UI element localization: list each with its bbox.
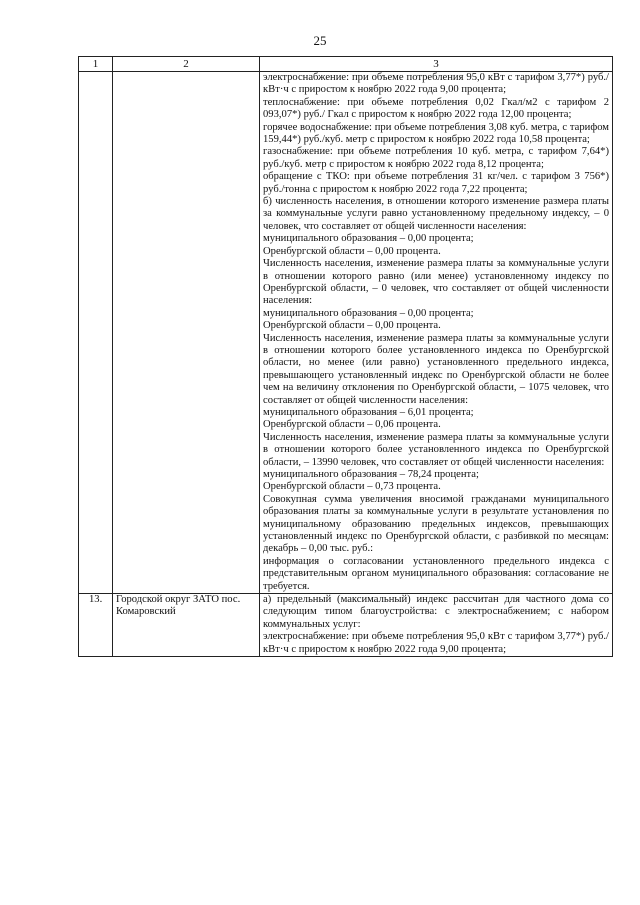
paragraph: Численность населения, изменение размера платы за коммунальные услуги в отношении которого равно (или менее) установленному индексу по Оренбургской области, – 0 человек, что составляет от общей численности населения: (263, 258, 609, 307)
document-table (78, 56, 613, 657)
header-col-1: 1 (79, 57, 113, 72)
paragraph: газоснабжение: при объеме потребления 10 куб. метра, с тарифом 7,64*) руб./куб. метр с приростом к ноябрю 2022 года 8,12 процента; (263, 146, 609, 170)
details-cell (260, 72, 613, 594)
paragraph: Оренбургской области – 0,00 процента. (263, 320, 441, 332)
paragraph: информация о согласовании установленного предельного индекса с представительным органом муниципального образования: согласование не требуется. (263, 555, 609, 592)
page-number: 25 (313, 33, 327, 48)
details-cell (260, 594, 613, 657)
paragraph: Совокупная сумма увеличения вносимой гражданами муниципального образования платы за коммунальные услуги в результате установления по муниципальному образованию предельных индексов, превышающих установленный индекс по Оренбургской области, с разбивкой по месяцам: декабрь – 0,00 тыс. руб.: (263, 493, 609, 555)
paragraph: муниципального образования – 6,01 процента; (263, 406, 474, 418)
table-row-continuation (79, 72, 613, 594)
table-header-row (79, 57, 613, 72)
paragraph: Оренбургской области – 0,06 процента. (263, 419, 441, 431)
table-row-13 (79, 594, 613, 657)
municipality-cell (113, 72, 260, 594)
paragraph: Оренбургской области – 0,00 процента. (263, 245, 441, 257)
paragraph: электроснабжение: при объеме потребления 95,0 кВт с тарифом 3,77*) руб./кВт·ч с приростом к ноябрю 2022 года 9,00 процента; (263, 72, 609, 96)
paragraph: обращение с ТКО: при объеме потребления 31 кг/чел. с тарифом 3 756*) руб./тонна с приростом к ноябрю 2022 года 7,22 процента; (263, 171, 609, 195)
paragraph: муниципального образования – 78,24 процента; (263, 469, 479, 480)
paragraph: электроснабжение: при объеме потребления 95,0 кВт с тарифом 3,77*) руб./кВт·ч с приростом к ноябрю 2022 года 9,00 процента; (263, 631, 609, 655)
paragraph: Оренбургской области – 0,73 процента. (263, 481, 441, 493)
paragraph: муниципального образования – 0,00 процента; (263, 307, 474, 319)
header-col-2: 2 (113, 57, 260, 72)
paragraph: Численность населения, изменение размера платы за коммунальные услуги в отношении которого более установленного индекса по Оренбургской области, – 13990 человек, что составляет от общей численности населения: (263, 431, 609, 468)
paragraph: Численность населения, изменение размера платы за коммунальные услуги в отношении которого более установленного индекса по Оренбургской области, но менее (или равно) установленного предельного индекса, превышающего установленный индекс по Оренбургской области не более чем на величину отклонения по Оренбургской области, – 1075 человек, что составляет от общей численности населения: (263, 332, 609, 406)
paragraph: б) численность населения, в отношении которого изменение размера платы за коммунальные услуги равно установленному предельному индексу, – 0 человек, что составляет от общей численности населения: (263, 196, 609, 232)
paragraph: горячее водоснабжение: при объеме потребления 3,08 куб. метра, с тарифом 159,44*) руб./куб. метр с приростом к ноябрю 2022 года 10,58 процента; (263, 121, 609, 146)
paragraph: муниципального образования – 0,00 процента; (263, 233, 474, 245)
municipality-cell: Городской округ ЗАТО пос. Комаровский (113, 594, 260, 657)
paragraph: а) предельный (максимальный) индекс рассчитан для частного дома со следующим типом благоустройства: с электроснабжением; с набором коммунальных услуг: (263, 594, 609, 630)
header-col-3: 3 (260, 57, 613, 72)
row-number-cell (79, 72, 113, 594)
paragraph: теплоснабжение: при объеме потребления 0,02 Гкал/м2 с тарифом 2 093,07*) руб./ Гкал с приростом к ноябрю 2022 года 12,00 процента; (263, 96, 609, 121)
row-number-cell: 13. (79, 594, 113, 657)
